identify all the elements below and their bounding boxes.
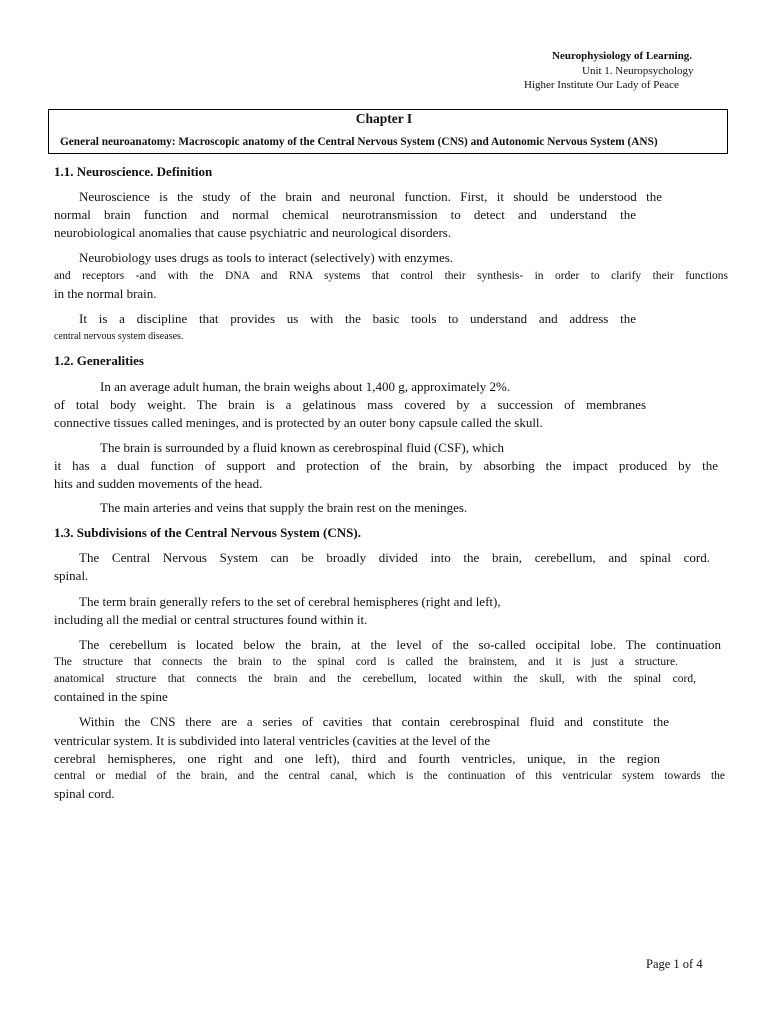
paragraph-line: The main arteries and veins that supply the brain rest on the meninges. [100,500,468,515]
chapter-title: Chapter I [355,111,413,126]
paragraph-line: anatomical structure that connects the brain and the cerebellum, located within the skull, with the spinal cord, [54,673,696,685]
paragraph-line: central nervous system diseases. [54,331,184,342]
paragraph-line: normal brain function and normal chemical neurotransmission to detect and understand the [54,207,636,222]
section-heading-1-3: 1.3. Subdivisions of the Central Nervous System (CNS). [54,525,361,540]
header-course: Neurophysiology of Learning. [552,50,693,62]
paragraph-line: cerebral hemispheres, one right and one left), third and fourth ventricles, unique, in the region [54,751,660,766]
paragraph-line: The structure that connects the brain to the spinal cord is called the brainstem, and it is just a structure. [54,656,678,668]
paragraph-line: and receptors -and with the DNA and RNA systems that control their synthesis- in order to clarify their functions [54,270,728,282]
section-heading-1-1: 1.1. Neuroscience. Definition [54,164,213,179]
page-number: Page 1 of 4 [646,957,703,971]
paragraph-line: The Central Nervous System can be broadly divided into the brain, cerebellum, and spinal cord. [79,550,710,565]
paragraph-line: spinal cord. [54,786,115,801]
paragraph-line: contained in the spine [54,689,168,704]
paragraph-line: The term brain generally refers to the set of cerebral hemispheres (right and left), [79,594,501,609]
paragraph-line: Within the CNS there are a series of cavities that contain cerebrospinal fluid and constitute the [79,714,669,729]
paragraph-line: spinal. [54,568,89,583]
paragraph-line: The cerebellum is located below the brain, at the level of the so-called occipital lobe. The continuation [79,637,721,652]
paragraph-line: In an average adult human, the brain weighs about 1,400 g, approximately 2%. [100,379,511,394]
paragraph-line: of total body weight. The brain is a gelatinous mass covered by a succession of membranes [54,397,646,412]
paragraph-line: Neuroscience is the study of the brain and neuronal function. First, it should be understood the [79,189,662,204]
paragraph-line: central or medial of the brain, and the central canal, which is the continuation of this ventricular system towards the [54,770,725,782]
paragraph-line: including all the medial or central structures found within it. [54,612,368,627]
section-heading-1-2: 1.2. Generalities [54,353,144,368]
paragraph-line: in the normal brain. [54,286,157,301]
paragraph-line: ventricular system. It is subdivided into lateral ventricles (cavities at the level of the [54,733,491,748]
header-unit: Unit 1. Neuropsychology [582,65,694,77]
header-institute: Higher Institute Our Lady of Peace [524,79,679,91]
paragraph-line: it has a dual function of support and protection of the brain, by absorbing the impact produced by the [54,458,718,473]
chapter-subtitle: General neuroanatomy: Macroscopic anatomy of the Central Nervous System (CNS) and Autonomic Nervous System (ANS) [60,136,658,148]
paragraph-line: hits and sudden movements of the head. [54,476,263,491]
paragraph-line: Neurobiology uses drugs as tools to interact (selectively) with enzymes. [79,250,454,265]
paragraph-line: connective tissues called meninges, and is protected by an outer bony capsule called the skull. [54,415,543,430]
paragraph-line: It is a discipline that provides us with the basic tools to understand and address the [79,311,636,326]
paragraph-line: neurobiological anomalies that cause psychiatric and neurological disorders. [54,225,452,240]
paragraph-line: The brain is surrounded by a fluid known as cerebrospinal fluid (CSF), which [100,440,505,455]
